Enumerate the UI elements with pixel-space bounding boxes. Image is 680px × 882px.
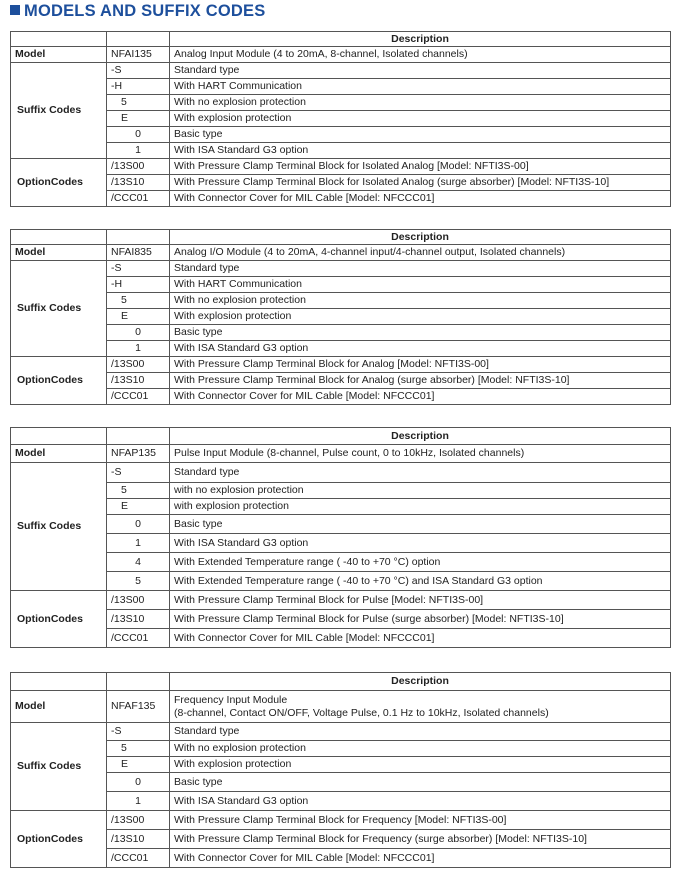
suffix-description: with explosion protection [170,499,671,515]
table-row [11,591,671,610]
table-row [11,191,671,207]
model-row [11,47,671,63]
suffix-code: -S [107,723,170,741]
table-row [11,849,671,868]
model-row [11,245,671,261]
suffix-description: With HART Communication [170,79,671,95]
suffix-description: With ISA Standard G3 option [170,143,671,159]
model-label: Model [11,691,107,723]
suffix-description: Standard type [170,463,671,483]
option-description: With Connector Cover for MIL Cable [Model: NFCCC01] [170,191,671,207]
option-description: With Pressure Clamp Terminal Block for Isolated Analog (surge absorber) [Model: NFTI3S-10] [170,175,671,191]
table-row [11,261,671,277]
suffix-code: 0 [107,127,170,143]
column-header-description: Description [170,32,671,47]
suffix-code: 4 [107,553,170,572]
suffix-code: 1 [107,534,170,553]
option-code: /13S10 [107,175,170,191]
option-description: With Connector Cover for MIL Cable [Model: NFCCC01] [170,629,671,648]
table-row [11,757,671,773]
suffix-code: E [107,309,170,325]
table-row [11,515,671,534]
option-code: /13S00 [107,811,170,830]
option-code: /CCC01 [107,849,170,868]
option-code: /CCC01 [107,629,170,648]
option-code: /13S00 [107,591,170,610]
suffix-description: With ISA Standard G3 option [170,341,671,357]
suffix-code: -S [107,463,170,483]
option-codes-label: OptionCodes [11,159,107,207]
table-row [11,723,671,741]
suffix-description: With no explosion protection [170,741,671,757]
suffix-description: With ISA Standard G3 option [170,534,671,553]
option-description: With Connector Cover for MIL Cable [Model: NFCCC01] [170,849,671,868]
option-description: With Pressure Clamp Terminal Block for Isolated Analog [Model: NFTI3S-00] [170,159,671,175]
option-description: With Pressure Clamp Terminal Block for Analog (surge absorber) [Model: NFTI3S-10] [170,373,671,389]
suffix-code: 5 [107,741,170,757]
option-code: /13S10 [107,830,170,849]
table-row [11,572,671,591]
page-title-text: MODELS AND SUFFIX CODES [24,2,266,20]
table-row [11,309,671,325]
table-row [11,463,671,483]
option-code: /13S00 [107,357,170,373]
suffix-code: 5 [107,572,170,591]
suffix-description: Basic type [170,325,671,341]
model-code: NFAF135 [107,691,170,723]
suffix-description: With HART Communication [170,277,671,293]
suffix-description: With ISA Standard G3 option [170,792,671,811]
column-header-description: Description [170,230,671,245]
table-row [11,143,671,159]
model-label: Model [11,47,107,63]
suffix-code: 1 [107,143,170,159]
table-row [11,341,671,357]
suffix-code: 5 [107,95,170,111]
suffix-description: With explosion protection [170,757,671,773]
table-row [11,499,671,515]
column-header-description: Description [170,428,671,445]
option-codes-label: OptionCodes [11,811,107,868]
square-bullet-icon [10,5,20,15]
option-description: With Pressure Clamp Terminal Block for Pulse (surge absorber) [Model: NFTI3S-10] [170,610,671,629]
table-row [11,63,671,79]
suffix-code: -S [107,63,170,79]
model-description: Analog Input Module (4 to 20mA, 8-channel, Isolated channels) [170,47,671,63]
suffix-description: Basic type [170,127,671,143]
suffix-description: With explosion protection [170,111,671,127]
spec-table-nfap135 [10,427,671,648]
option-codes-label: OptionCodes [11,591,107,648]
suffix-code: -S [107,261,170,277]
suffix-description: With Extended Temperature range ( -40 to +70 °C) option [170,553,671,572]
model-description-line2: (8-channel, Contact ON/OFF, Voltage Pulse, 0.1 Hz to 10kHz, Isolated channels) [174,706,549,719]
table-row [11,610,671,629]
suffix-code: 0 [107,515,170,534]
table-row [11,95,671,111]
option-code: /13S10 [107,373,170,389]
table-row [11,773,671,792]
table-row [11,792,671,811]
table-row [11,483,671,499]
option-code: /13S00 [107,159,170,175]
table-row [11,175,671,191]
suffix-codes-label: Suffix Codes [11,261,107,357]
suffix-code: 1 [107,341,170,357]
option-code: /CCC01 [107,191,170,207]
suffix-description: Standard type [170,261,671,277]
model-label: Model [11,245,107,261]
model-description: Analog I/O Module (4 to 20mA, 4-channel input/4-channel output, Isolated channels) [170,245,671,261]
table-row [11,79,671,95]
model-description: Pulse Input Module (8-channel, Pulse count, 0 to 10kHz, Isolated channels) [170,445,671,463]
option-codes-label: OptionCodes [11,357,107,405]
suffix-codes-label: Suffix Codes [11,63,107,159]
suffix-codes-label: Suffix Codes [11,463,107,591]
spec-table-nfaf135 [10,672,671,868]
column-header-description: Description [170,673,671,691]
table-row [11,830,671,849]
table-row [11,553,671,572]
model-row [11,691,671,723]
model-label: Model [11,445,107,463]
suffix-description: With no explosion protection [170,293,671,309]
option-description: With Pressure Clamp Terminal Block for Pulse [Model: NFTI3S-00] [170,591,671,610]
suffix-code: 1 [107,792,170,811]
table-row [11,325,671,341]
spec-table-nfai135 [10,31,671,207]
suffix-description: Standard type [170,63,671,79]
suffix-description: With explosion protection [170,309,671,325]
header-row [11,673,671,691]
table-row [11,277,671,293]
suffix-code: -H [107,277,170,293]
table-row [11,534,671,553]
option-code: /CCC01 [107,389,170,405]
table-row [11,293,671,309]
table-row [11,127,671,143]
header-row [11,428,671,445]
table-row [11,373,671,389]
model-code: NFAI135 [107,47,170,63]
suffix-code: 0 [107,325,170,341]
table-row [11,741,671,757]
model-description-line1: Frequency Input Module [174,693,288,706]
table-row [11,357,671,373]
option-description: With Pressure Clamp Terminal Block for Analog [Model: NFTI3S-00] [170,357,671,373]
suffix-code: E [107,111,170,127]
option-description: With Pressure Clamp Terminal Block for Frequency (surge absorber) [Model: NFTI3S-10] [170,830,671,849]
suffix-code: E [107,499,170,515]
suffix-description: With no explosion protection [170,95,671,111]
suffix-code: -H [107,79,170,95]
suffix-codes-label: Suffix Codes [11,723,107,811]
suffix-description: Basic type [170,773,671,792]
model-row [11,445,671,463]
option-code: /13S10 [107,610,170,629]
table-row [11,111,671,127]
header-row [11,230,671,245]
header-row [11,32,671,47]
spec-table-nfai835 [10,229,671,405]
table-row [11,811,671,830]
suffix-description: With Extended Temperature range ( -40 to +70 °C) and ISA Standard G3 option [170,572,671,591]
model-code: NFAI835 [107,245,170,261]
suffix-code: E [107,757,170,773]
suffix-description: with no explosion protection [170,483,671,499]
suffix-description: Basic type [170,515,671,534]
suffix-code: 5 [107,293,170,309]
model-code: NFAP135 [107,445,170,463]
option-description: With Connector Cover for MIL Cable [Model: NFCCC01] [170,389,671,405]
table-row [11,389,671,405]
table-row [11,629,671,648]
table-row [11,159,671,175]
option-description: With Pressure Clamp Terminal Block for Frequency [Model: NFTI3S-00] [170,811,671,830]
suffix-description: Standard type [170,723,671,741]
model-description [170,691,671,723]
page-title [10,2,265,21]
suffix-code: 0 [107,773,170,792]
suffix-code: 5 [107,483,170,499]
